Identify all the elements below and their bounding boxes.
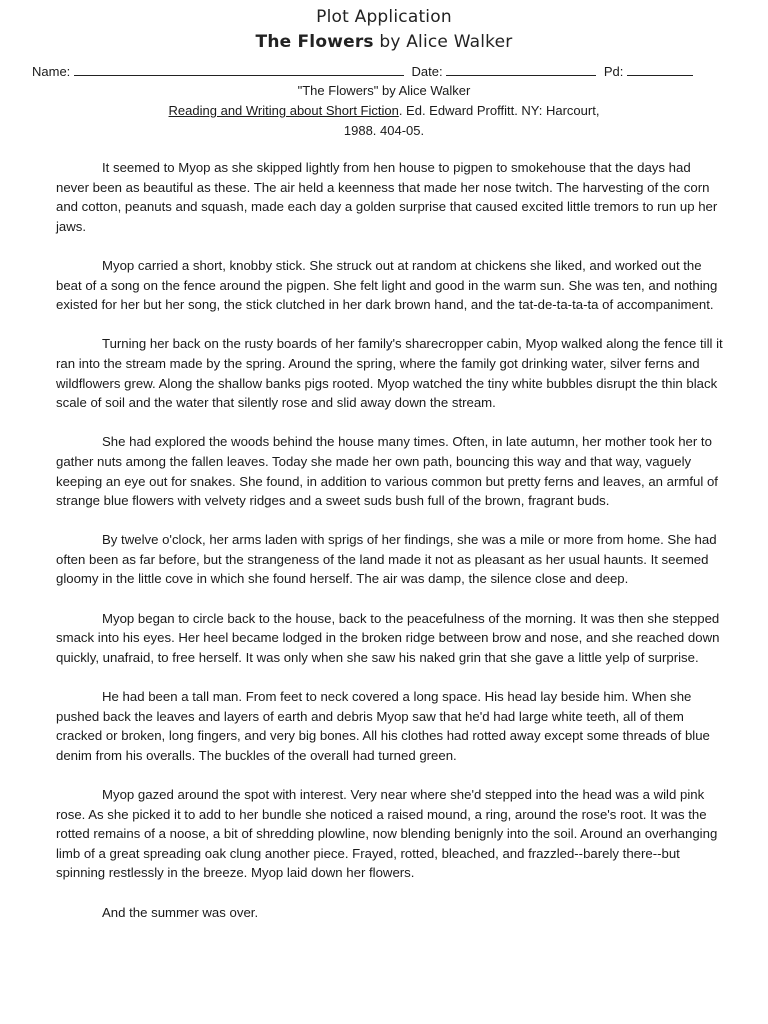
story-paragraph: It seemed to Myop as she skipped lightly from hen house to pigpen to smokehouse that the days had never been as beautiful as these. The air held a keenness that made her nose twitch. The harvesting of the corn and cotton, peanuts and squash, made each day a golden surprise that caused excited little tremors to run up her jaws. xyxy=(56,160,718,234)
story-title: The Flowers xyxy=(255,32,374,52)
worksheet-title: Plot Application xyxy=(316,7,452,27)
story-paragraph: She had explored the woods behind the house many times. Often, in late autumn, her mother took her to gather nuts among the fallen leaves. Today she made her own path, bouncing this way and that way, vaguely keeping an eye out for snakes. She found, in addition to various common but pretty ferns and leaves, an armful of strange blue flowers with velvety ridges and a sweet suds bush full of the brown, fragrant buds. xyxy=(56,434,718,509)
story-heading xyxy=(0,32,768,52)
pd-blank[interactable] xyxy=(627,64,693,76)
story-paragraph: By twelve o'clock, her arms laden with sprigs of her findings, she was a mile or more from home. She had often been as far before, but the strangeness of the land made it not as pleasant as her usual haunts. It seemed gloomy in the little cove in which she found herself. The air was damp, the silence close and deep. xyxy=(56,532,717,587)
story-paragraph: Myop gazed around the spot with interest. Very near where she'd stepped into the head was a wild pink rose. As she picked it to add to her bundle she noticed a raised mound, a ring, around the rose's root. It was the rotted remains of a noose, a bit of shredding plowline, now blending benignly into the soil. Around an overhanging limb of a great spreading oak clung another piece. Frayed, rotted, bleached, and frazzled--barely there--but spinning restlessly in the breeze. Myop laid down her flowers. xyxy=(56,787,718,881)
student-info-line xyxy=(32,64,732,79)
citation-book-title: Reading and Writing about Short Fiction xyxy=(168,103,399,118)
name-blank[interactable] xyxy=(74,64,404,76)
date-blank[interactable] xyxy=(446,64,596,76)
date-label: Date: xyxy=(411,64,443,79)
citation-year-pages: 1988. 404-05. xyxy=(343,123,425,138)
citation-publisher: . Ed. Edward Proffitt. NY: Harcourt, xyxy=(398,103,600,118)
story-paragraph: Myop began to circle back to the house, back to the peacefulness of the morning. It was then she stepped smack into his eyes. Her heel became lodged in the broken ridge between brow and nose, and she reached down quickly, unafraid, to free herself. It was only when she saw his naked grin that she gave a little yelp of surprise. xyxy=(56,610,720,665)
story-text xyxy=(56,158,726,942)
story-author: by Alice Walker xyxy=(373,32,513,52)
story-paragraph: And the summer was over. xyxy=(102,904,259,920)
pd-label: Pd: xyxy=(603,64,624,79)
name-label: Name: xyxy=(32,64,71,79)
citation-title-author: "The Flowers" by Alice Walker xyxy=(297,83,471,98)
story-paragraph: Turning her back on the rusty boards of her family's sharecropper cabin, Myop walked along the fence till it ran into the stream made by the spring. Around the spring, where the family got drinking water, silver ferns and wildflowers grew. Along the shallow banks pigs rooted. Myop watched the tiny white bubbles disrupt the thin black scale of soil and the water that silently rose and slid away down the stream. xyxy=(56,336,723,411)
story-paragraph: He had been a tall man. From feet to neck covered a long space. His head lay beside him. When she pushed back the leaves and layers of earth and debris Myop saw that he'd had large white teeth, all of them cracked or broken, long fingers, and very big bones. All his clothes had rotted away except some threads of blue denim from his overalls. The buckles of the overall had turned green. xyxy=(56,689,710,763)
story-paragraph: Myop carried a short, knobby stick. She struck out at random at chickens she liked, and worked out the beat of a song on the fence around the pigpen. She felt light and good in the warm sun. She was ten, and nothing existed for her but her song, the stick clutched in her dark brown hand, and the tat-de-ta-ta-ta of accompaniment. xyxy=(56,257,718,313)
citation-book xyxy=(0,103,768,118)
